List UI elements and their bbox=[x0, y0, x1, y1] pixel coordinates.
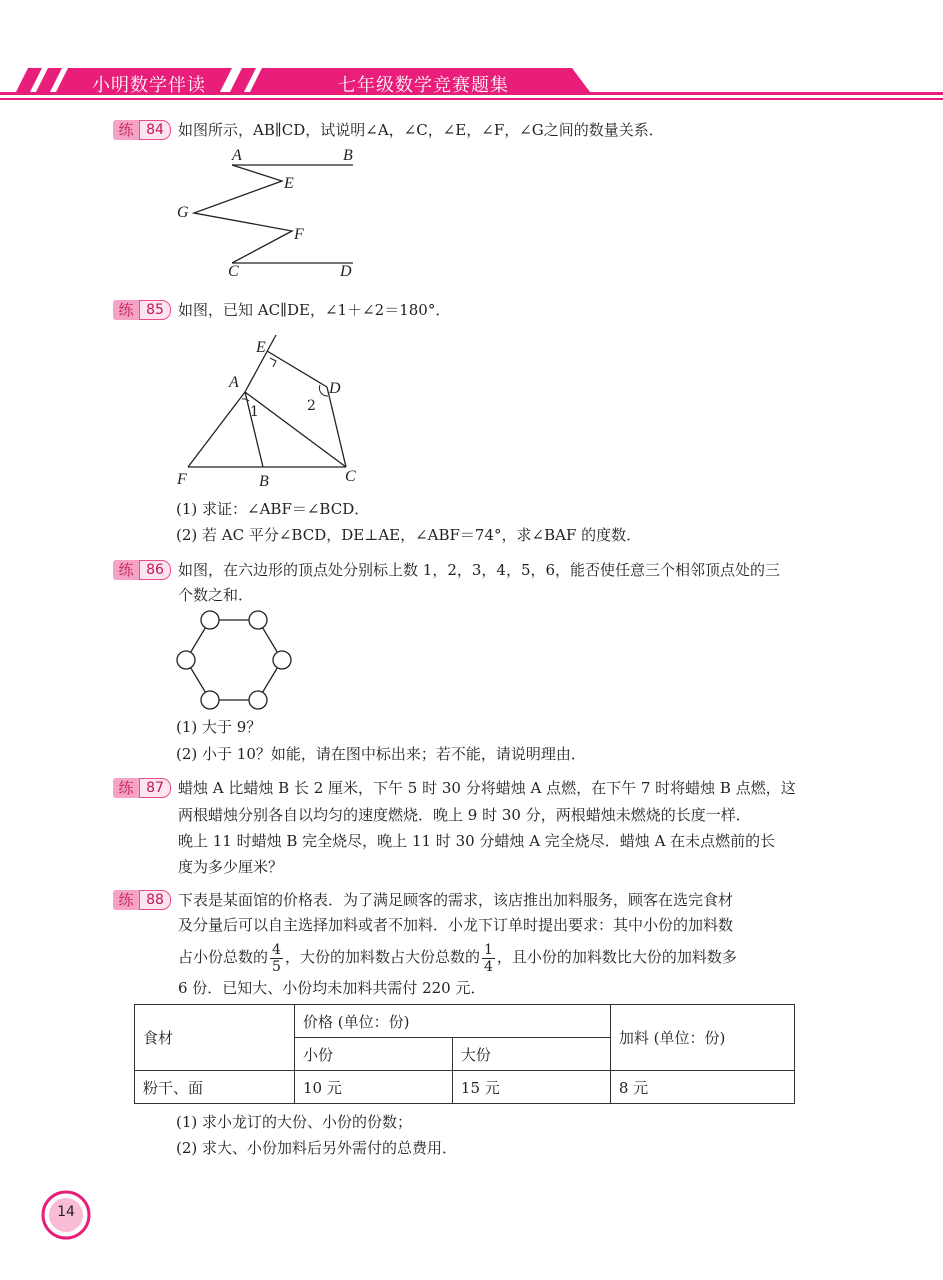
fig84-label-f: F bbox=[294, 226, 304, 243]
problem-88-line2: 及分量后可以自主选择加料或者不加料．小龙下订单时提出要求：其中小份的加料数 bbox=[178, 916, 734, 934]
problem-86-line2: 个数之和． bbox=[178, 586, 254, 604]
fig84-label-c: C bbox=[228, 263, 239, 280]
line3-part-b: ，大份的加料数占大份总数的 bbox=[284, 948, 480, 966]
page-number-badge bbox=[41, 1190, 91, 1240]
badge-prefix: 练 bbox=[113, 300, 139, 320]
problem-88-q2: (2) 求大、小份加料后另外需付的总费用． bbox=[176, 1139, 458, 1157]
badge-number: 88 bbox=[139, 890, 171, 910]
th-small: 小份 bbox=[294, 1038, 452, 1071]
table-row bbox=[135, 1071, 795, 1104]
problem-badge-86 bbox=[113, 560, 171, 580]
problem-88-line3 bbox=[178, 940, 737, 975]
fig85-label-d: D bbox=[329, 380, 341, 397]
badge-number: 85 bbox=[139, 300, 171, 320]
badge-number: 86 bbox=[139, 560, 171, 580]
fig85-label-e: E bbox=[256, 339, 266, 356]
th-large: 大份 bbox=[452, 1038, 610, 1071]
frac2-numerator: 1 bbox=[483, 941, 493, 958]
problem-85-q2: (2) 若 AC 平分∠BCD，DE⊥AE，∠ABF＝74°，求∠BAF 的度数． bbox=[176, 526, 642, 544]
frac1-denominator: 5 bbox=[272, 958, 281, 975]
problem-88-q1: (1) 求小龙订的大份、小份的份数； bbox=[176, 1113, 413, 1131]
fraction-four-fifths bbox=[270, 942, 283, 975]
line3-part-c: ，且小份的加料数比大份的加料数多 bbox=[496, 948, 737, 966]
fig85-label-a: A bbox=[229, 374, 239, 391]
th-extra: 加料 (单位：份) bbox=[610, 1005, 794, 1071]
problem-87-line3: 晚上 11 时蜡烛 B 完全烧尽，晚上 11 时 30 分蜡烛 A 完全烧尽．蜡烛 A 在未点燃前的长 bbox=[178, 832, 776, 850]
fig85-label-b: B bbox=[259, 473, 269, 490]
problem-88-line1: 下表是某面馆的价格表．为了满足顾客的需求，该店推出加料服务，顾客在选完食材 bbox=[178, 891, 734, 909]
problem-87-line1: 蜡烛 A 比蜡烛 B 长 2 厘米，下午 5 时 30 分将蜡烛 A 点燃，在下午 7 时将蜡烛 B 点燃，这 bbox=[178, 779, 796, 797]
problem-87-line4: 度为多少厘米？ bbox=[178, 858, 284, 876]
problem-badge-88 bbox=[113, 890, 171, 910]
problem-85-text: 如图，已知 AC∥DE，∠1＋∠2＝180°． bbox=[178, 301, 451, 319]
th-food: 食材 bbox=[135, 1005, 295, 1071]
fig85-label-c: C bbox=[345, 468, 356, 485]
th-price: 价格 (单位：份) bbox=[294, 1005, 610, 1038]
badge-number: 84 bbox=[139, 120, 171, 140]
fig85-label-f: F bbox=[177, 471, 187, 488]
fig85-angle-1: 1 bbox=[250, 404, 259, 420]
badge-prefix: 练 bbox=[113, 778, 139, 798]
fig84-label-e: E bbox=[284, 175, 294, 192]
line3-part-a: 占小份总数的 bbox=[178, 948, 269, 966]
badge-prefix: 练 bbox=[113, 120, 139, 140]
price-table bbox=[134, 1004, 795, 1104]
header-left-title: 小明数学伴读 bbox=[92, 75, 206, 96]
problem-86-q2: (2) 小于 10？如能，请在图中标出来；若不能，请说明理由． bbox=[176, 745, 586, 763]
fig84-label-b: B bbox=[343, 147, 353, 164]
cell-large: 15 元 bbox=[452, 1071, 610, 1104]
frac1-numerator: 4 bbox=[272, 941, 281, 958]
figure-85-triangle bbox=[170, 325, 370, 490]
cell-food: 粉干、面 bbox=[135, 1071, 295, 1104]
problem-badge-85 bbox=[113, 300, 171, 320]
badge-number: 87 bbox=[139, 778, 171, 798]
header-right-title: 七年级数学竞赛题集 bbox=[338, 75, 509, 96]
figure-86-hexagon bbox=[170, 608, 300, 716]
problem-85-q1: (1) 求证：∠ABF＝∠BCD． bbox=[176, 500, 370, 518]
frac2-denominator: 4 bbox=[483, 958, 493, 975]
fig84-label-g: G bbox=[177, 204, 189, 221]
problem-86-line1: 如图，在六边形的顶点处分别标上数 1，2，3，4，5，6，能否使任意三个相邻顶点处的三 bbox=[178, 561, 781, 579]
problem-badge-87 bbox=[113, 778, 171, 798]
problem-88-line4: 6 份．已知大、小份均未加料共需付 220 元． bbox=[178, 979, 486, 997]
cell-small: 10 元 bbox=[294, 1071, 452, 1104]
page-number: 14 bbox=[57, 1204, 75, 1220]
fraction-one-quarter bbox=[482, 942, 495, 975]
fig85-angle-2: 2 bbox=[307, 398, 316, 414]
problem-86-q1: (1) 大于 9？ bbox=[176, 718, 262, 736]
cell-extra: 8 元 bbox=[610, 1071, 794, 1104]
badge-prefix: 练 bbox=[113, 890, 139, 910]
fig84-label-d: D bbox=[340, 263, 352, 280]
fig84-label-a: A bbox=[232, 147, 242, 164]
problem-badge-84 bbox=[113, 120, 171, 140]
problem-84-text: 如图所示，AB∥CD，试说明∠A，∠C，∠E，∠F，∠G之间的数量关系． bbox=[178, 121, 664, 139]
badge-prefix: 练 bbox=[113, 560, 139, 580]
problem-87-line2: 两根蜡烛分别各自以均匀的速度燃烧．晚上 9 时 30 分，两根蜡烛未燃烧的长度一样． bbox=[178, 806, 751, 824]
